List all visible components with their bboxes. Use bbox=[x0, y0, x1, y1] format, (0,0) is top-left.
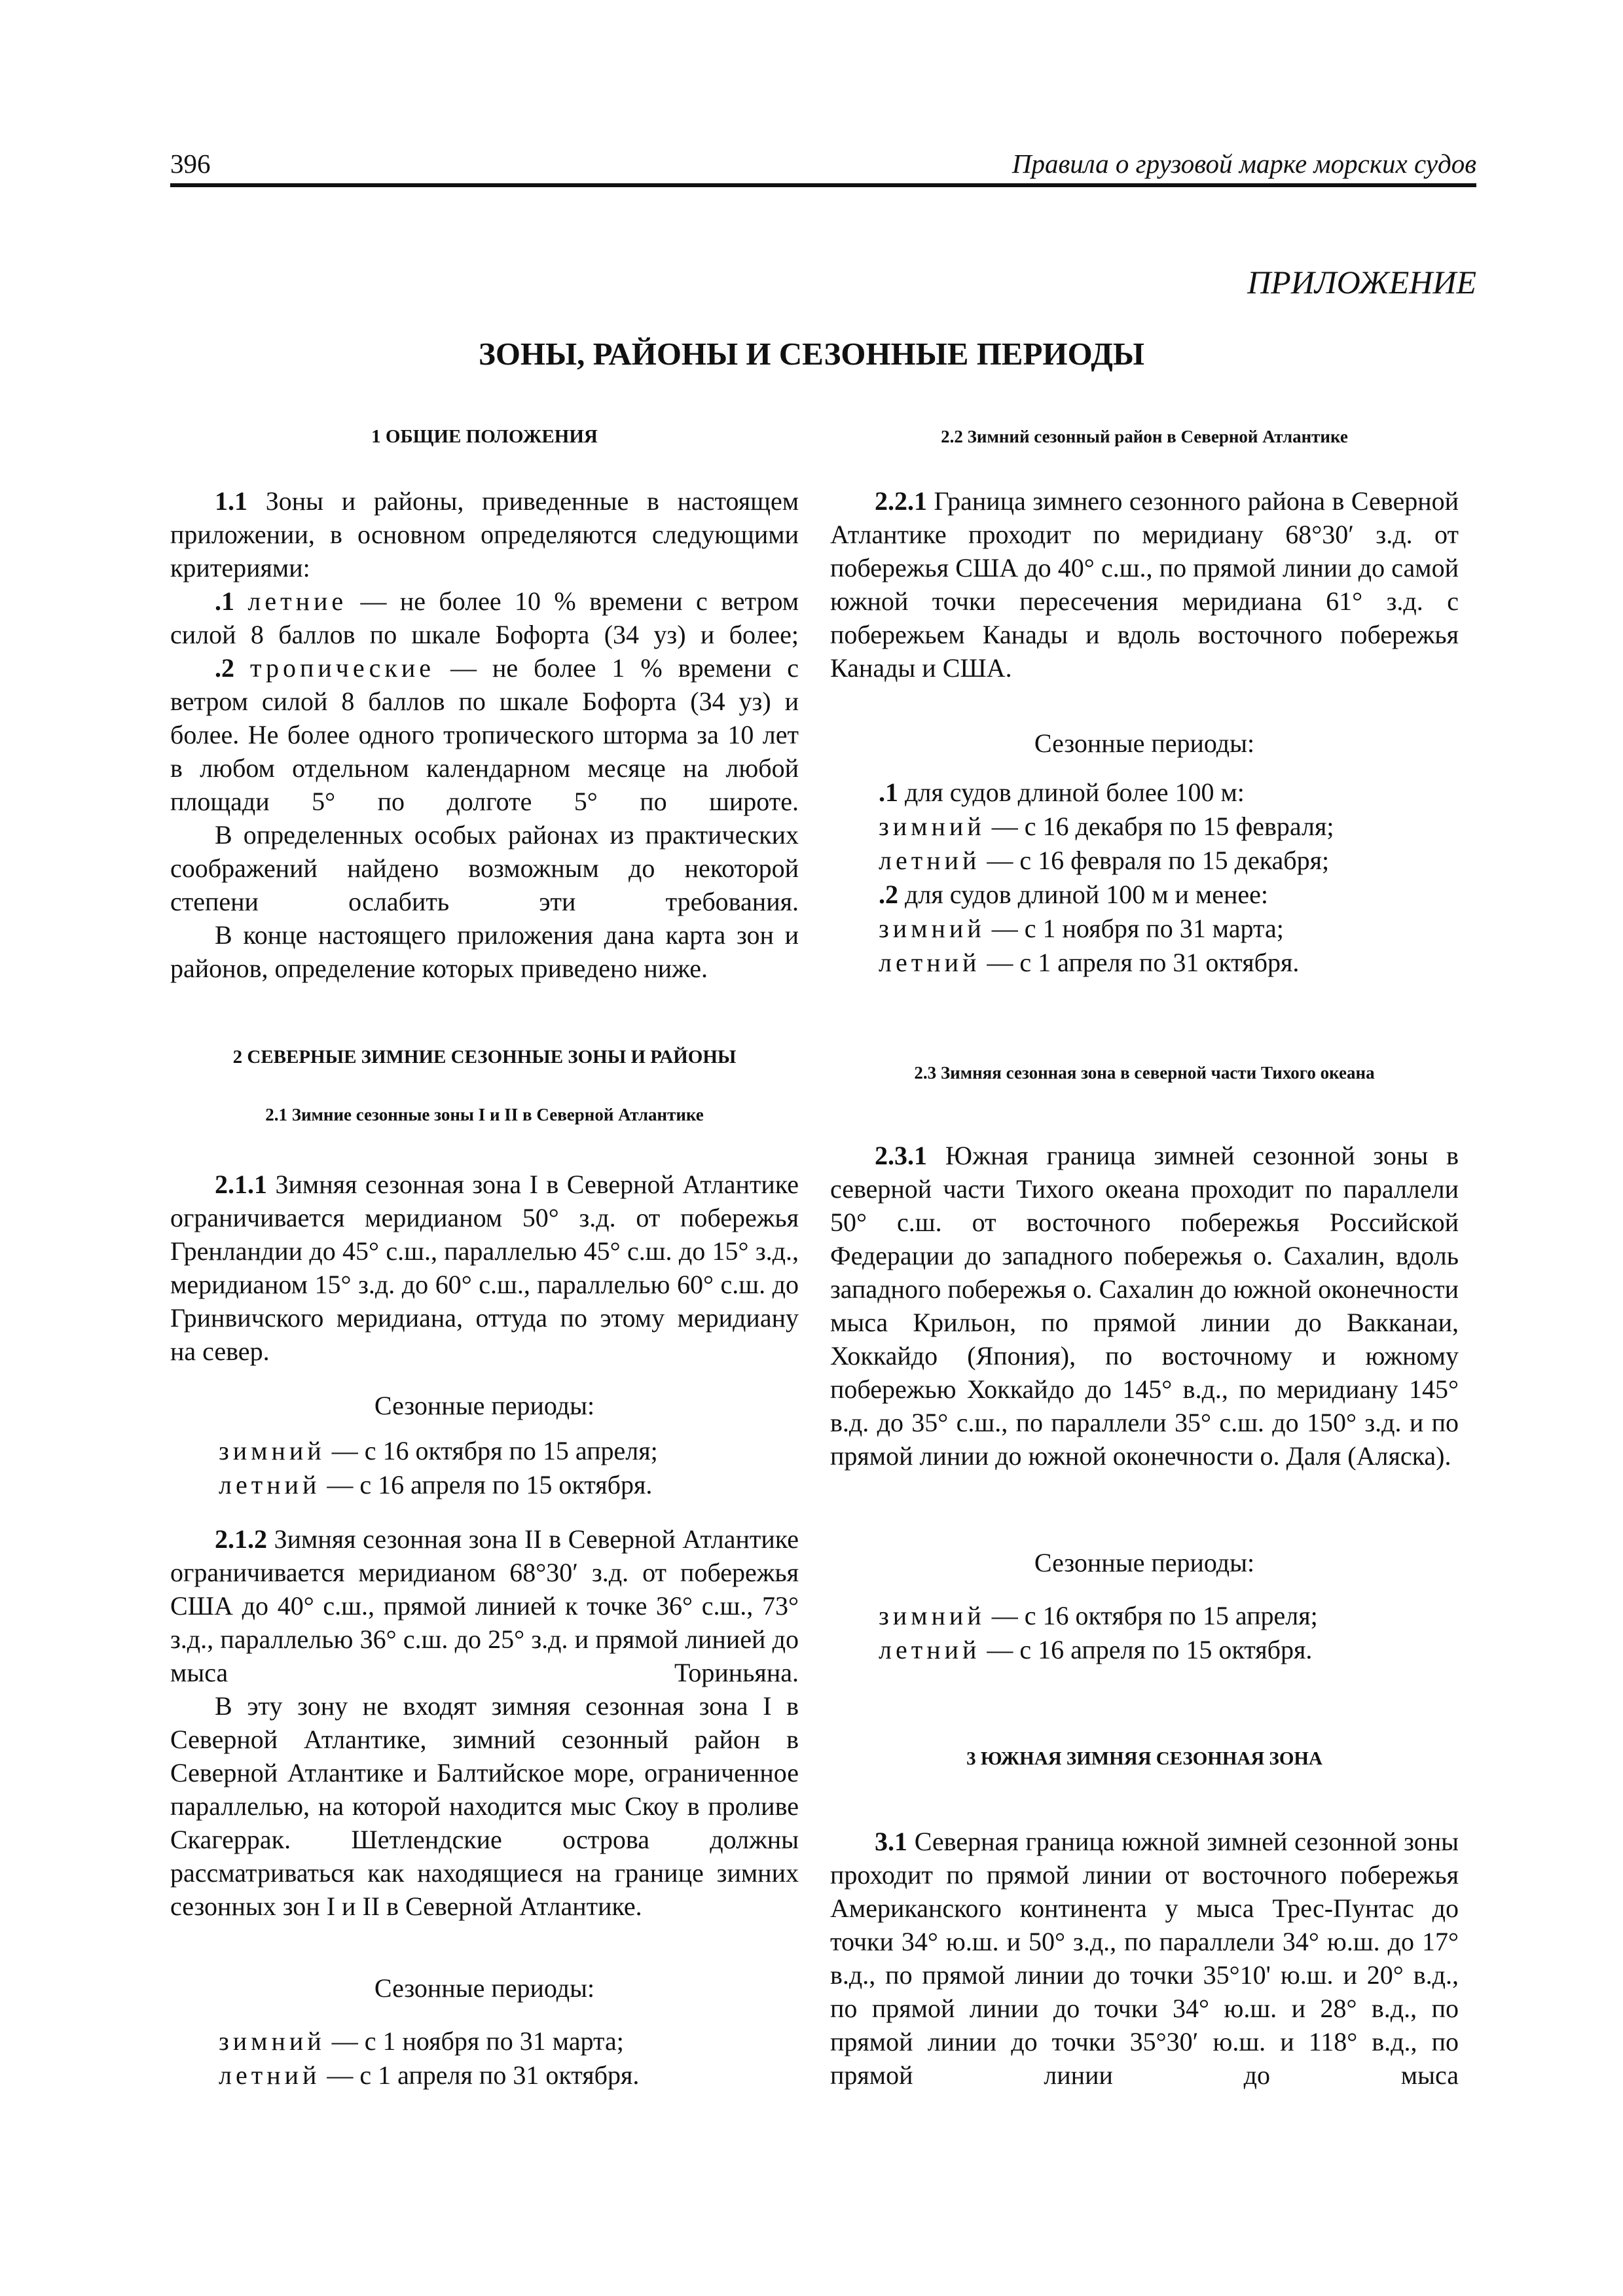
seasonal-periods-zone-2 bbox=[170, 1971, 799, 2092]
seasonal-periods-zone-1 bbox=[170, 1389, 799, 1502]
section-heading: 1 ОБЩИЕ ПОЛОЖЕНИЯ bbox=[371, 426, 598, 447]
season-term: летний bbox=[879, 846, 981, 875]
season-dates: — с 1 ноября по 31 марта; bbox=[331, 2026, 624, 2056]
zone-2-text bbox=[170, 1522, 799, 1923]
season-dates: — с 16 декабря по 15 февраля; bbox=[991, 812, 1334, 841]
paragraph-text: Граница зимнего сезонного района в Северной Атлантике проходит по меридиану 68°30′ з.д. от побережья США до 40° с.ш., по прямой линии до самой южной точки пересечения меридиана 61° з.д. с побережьем Канады и вдоль восточного побережья Канады и США. bbox=[830, 486, 1459, 683]
section-heading: 3 ЮЖНАЯ ЗИМНЯЯ СЕЗОННАЯ ЗОНА bbox=[966, 1748, 1322, 1769]
season-term: летний bbox=[219, 1470, 321, 1499]
group-over-100m bbox=[830, 776, 1459, 810]
group-text: для судов длиной более 100 м: bbox=[905, 778, 1245, 807]
criterion-number: .1 bbox=[215, 586, 234, 616]
criterion-tropical bbox=[170, 651, 799, 818]
southern-zone-text bbox=[830, 1825, 1459, 2092]
paragraph-2-3-1 bbox=[830, 1139, 1459, 1473]
paragraph-2-2-1 bbox=[830, 484, 1459, 685]
criterion-number: .2 bbox=[215, 653, 234, 683]
season-term: летний bbox=[879, 948, 981, 977]
seasons-title: Сезонные периоды: bbox=[1034, 1548, 1255, 1577]
seasons-title: Сезонные периоды: bbox=[1034, 728, 1255, 758]
page-title: ЗОНЫ, РАЙОНЫ И СЕЗОННЫЕ ПЕРИОДЫ bbox=[478, 336, 1145, 372]
winter-area-text bbox=[830, 484, 1459, 685]
paragraph-text: Южная граница зимней сезонной зоны в северной части Тихого океана проходит по параллели 50° с.ш. от восточного побережья Российской Федерации до западного побережья о. Сахалин, вдоль западного побережья о. Сахалин до южной оконечности мыса Крильон, по прямой линии до Вакканаи, Хоккайдо (Япония), по восточному и южному побережью Хоккайдо до 145° в.д., по меридиану 145° в.д. до 35° с.ш., по параллели 35° с.ш. до 150° з.д. и по прямой линии до южной оконечности о. Даля (Аляска). bbox=[830, 1141, 1459, 1471]
seasons-title: Сезонные периоды: bbox=[374, 1391, 595, 1420]
paragraph-number: 3.1 bbox=[875, 1827, 907, 1856]
paragraph-number: 2.1.1 bbox=[215, 1170, 267, 1199]
criterion-summer bbox=[170, 584, 799, 651]
page-number: 396 bbox=[170, 149, 211, 179]
paragraph-text: Северная граница южной зимней сезонной зоны проходит по прямой линии от восточного побережья Американского континента у мыса Трес-Пунтас до точки 34° ю.ш. и 50° з.д., по параллели 34° ю.ш. до 17° в.д., по прямой линии до точки 35°10' ю.ш. и 20° в.д., по прямой линии до точки 34° ю.ш. и 28° в.д., по прямой линии до точки 35°30′ ю.ш. и 118° в.д., по прямой линии до мыса bbox=[830, 1827, 1459, 2090]
season-term: летний bbox=[219, 2060, 321, 2090]
winter-period bbox=[830, 912, 1459, 946]
paragraph-2-1-1 bbox=[170, 1168, 799, 1368]
group-text: для судов длиной 100 м и менее: bbox=[905, 880, 1268, 909]
paragraph-number: 1.1 bbox=[215, 486, 247, 516]
paragraph-3-1 bbox=[830, 1825, 1459, 2092]
season-term: зимний bbox=[879, 1601, 985, 1630]
group-number: .2 bbox=[879, 880, 898, 909]
paragraph-text: Зимняя сезонная зона II в Северной Атлантике ограничивается меридианом 68°30′ з.д. от побережья США до 40° с.ш., прямой линией к точке 36° с.ш., 73° з.д., параллелью 36° с.ш. до 25° з.д. и прямой линией до мыса Ториньяна. bbox=[170, 1524, 799, 1687]
season-term: зимний bbox=[219, 1436, 325, 1465]
season-dates: — с 16 апреля по 15 октября. bbox=[327, 1470, 653, 1499]
running-header bbox=[170, 143, 1476, 187]
criterion-term: тропические bbox=[250, 653, 435, 683]
paragraph-2-1-2 bbox=[170, 1522, 799, 1689]
seasons-title: Сезонные периоды: bbox=[374, 1973, 595, 2003]
season-term: летний bbox=[879, 1635, 981, 1664]
paragraph-text: Зимняя сезонная зона I в Северной Атлантике ограничивается меридианом 50° з.д. от побережья Гренландии до 45° с.ш., параллелью 45° с.ш. до 15° з.д., меридианом 15° з.д. до 60° с.ш., параллелью 60° с.ш. до Гринвичского меридиана, оттуда по этому меридиану на север. bbox=[170, 1170, 799, 1366]
paragraph-special-areas: В определенных особых районах из практических соображений найдено возможным до некоторой степени ослабить эти требования. bbox=[170, 820, 799, 916]
summer-period bbox=[170, 1468, 799, 1502]
subsection-heading: 2.1 Зимние сезонные зоны I и II в Северной Атлантике bbox=[265, 1105, 704, 1124]
general-provisions-text bbox=[170, 484, 799, 985]
winter-period bbox=[170, 1434, 799, 1468]
winter-period bbox=[830, 1599, 1459, 1633]
season-term: зимний bbox=[879, 914, 985, 943]
paragraph-map-note: В конце настоящего приложения дана карта зон и районов, определение которых приведено ниже. bbox=[170, 920, 799, 983]
season-dates: — с 1 апреля по 31 октября. bbox=[327, 2060, 640, 2090]
paragraph-exclusions: В эту зону не входят зимняя сезонная зона I в Северной Атлантике, зимний сезонный район в Северной Атлантике и Балтийское море, ограниченное параллелью, на которой находится мыс Скоу в проливе Скагеррак. Шетлендские острова должны рассматриваться как находящиеся на границе зимних сезонных зон I и II в Северной Атлантике. bbox=[170, 1691, 799, 1921]
season-dates: — с 16 апреля по 15 октября. bbox=[987, 1635, 1313, 1664]
group-100m-and-less bbox=[830, 878, 1459, 912]
season-dates: — с 1 ноября по 31 марта; bbox=[991, 914, 1284, 943]
summer-period bbox=[830, 946, 1459, 980]
summer-period bbox=[830, 1633, 1459, 1667]
paragraph-number: 2.1.2 bbox=[215, 1524, 267, 1554]
season-dates: — с 16 октября по 15 апреля; bbox=[991, 1601, 1318, 1630]
paragraph-1-1 bbox=[170, 484, 799, 584]
pacific-zone-text bbox=[830, 1139, 1459, 1473]
appendix-label: ПРИЛОЖЕНИЕ bbox=[1247, 264, 1476, 300]
season-term: зимний bbox=[219, 2026, 325, 2056]
seasonal-periods-pacific bbox=[830, 1546, 1459, 1667]
season-dates: — с 1 апреля по 31 октября. bbox=[987, 948, 1300, 977]
subsection-heading: 2.3 Зимняя сезонная зона в северной части Тихого океана bbox=[914, 1063, 1375, 1083]
criterion-text: — не более 10 % времени с ветром силой 8 баллов по шкале Бофорта (34 уз) и более; bbox=[170, 586, 799, 649]
paragraph-text: Зоны и районы, приведенные в настоящем приложении, в основном определяются следующими критериями: bbox=[170, 486, 799, 583]
paragraph-number: 2.2.1 bbox=[875, 486, 927, 516]
summer-period bbox=[830, 844, 1459, 878]
seasonal-periods-winter-area bbox=[830, 726, 1459, 980]
season-term: зимний bbox=[879, 812, 985, 841]
paragraph-number: 2.3.1 bbox=[875, 1141, 927, 1170]
season-dates: — с 16 февраля по 15 декабря; bbox=[987, 846, 1330, 875]
zone-1-text bbox=[170, 1168, 799, 1368]
criterion-text: — не более 1 % времени с ветром силой 8 баллов по шкале Бофорта (34 уз) и более. Не более одного тропического шторма за 10 лет в любом отдельном календарном месяце на любой площади 5° по долготе 5° по широте. bbox=[170, 653, 799, 816]
running-title: Правила о грузовой марке морских судов bbox=[1012, 149, 1476, 179]
section-heading: 2 СЕВЕРНЫЕ ЗИМНИЕ СЕЗОННЫЕ ЗОНЫ И РАЙОНЫ bbox=[232, 1047, 737, 1067]
subsection-heading: 2.2 Зимний сезонный район в Северной Атлантике bbox=[941, 427, 1348, 446]
criterion-term: летние bbox=[247, 586, 348, 616]
summer-period bbox=[170, 2058, 799, 2092]
winter-period bbox=[830, 810, 1459, 844]
winter-period bbox=[170, 2024, 799, 2058]
group-number: .1 bbox=[879, 778, 898, 807]
season-dates: — с 16 октября по 15 апреля; bbox=[331, 1436, 658, 1465]
